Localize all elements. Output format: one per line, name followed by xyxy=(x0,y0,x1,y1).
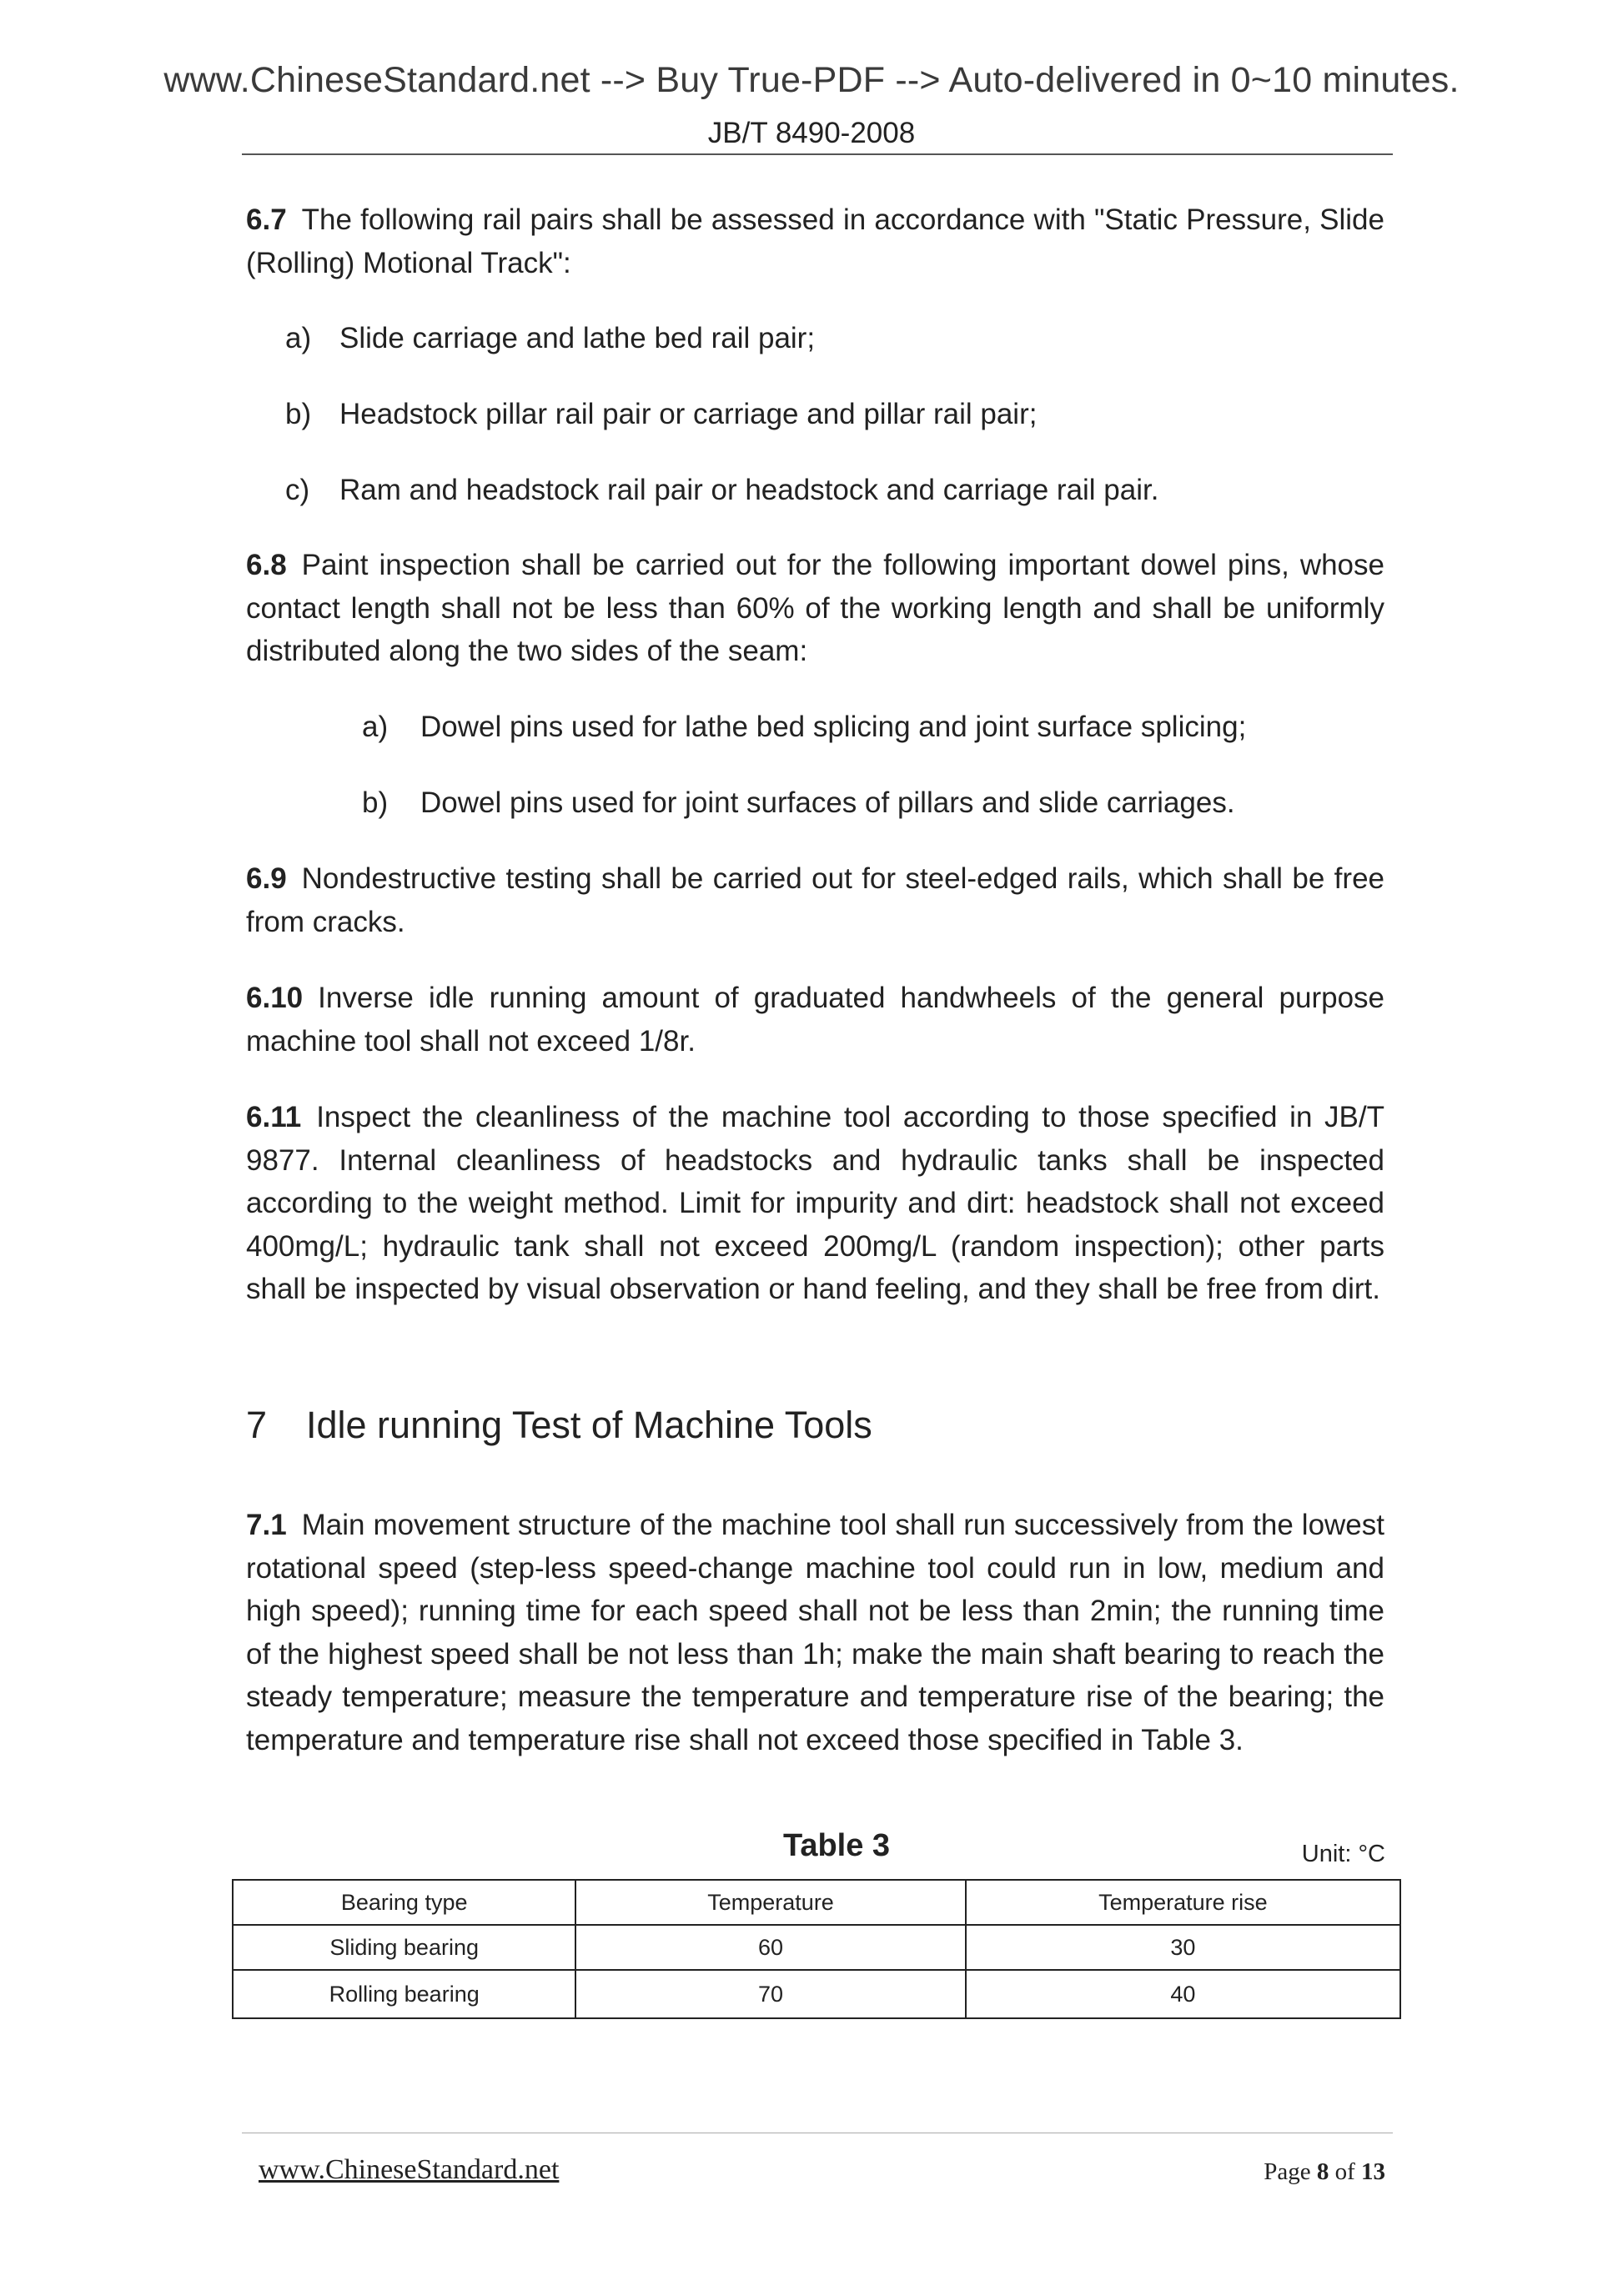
list-marker: a) xyxy=(362,711,389,743)
bearing-temperature-table xyxy=(232,1879,1401,2019)
footer-site-link[interactable]: www.ChineseStandard.net xyxy=(259,2154,560,2185)
table-unit: Unit: °C xyxy=(1301,1841,1385,1867)
clause-number: 6.9 xyxy=(246,862,287,895)
list-item-text: Slide carriage and lathe bed rail pair; xyxy=(339,322,816,354)
page-number xyxy=(1264,2158,1385,2186)
list-item xyxy=(362,706,1246,748)
clause-number: 6.8 xyxy=(246,549,287,581)
table-cell: 70 xyxy=(575,1970,965,2018)
clause-6-8 xyxy=(246,544,1384,673)
clause-text: Paint inspection shall be carried out for the following important dowel pins, whose contact length shall not be less than 60% of the working length and shall be uniformly distributed along the two sides of the seam: xyxy=(246,549,1384,667)
table-header-cell: Temperature rise xyxy=(966,1880,1400,1925)
clause-6-7 xyxy=(246,198,1384,284)
list-item xyxy=(362,781,1235,824)
clause-number: 6.10 xyxy=(246,982,304,1014)
clause-text: Main movement structure of the machine tool shall run successively from the lowest rotational speed (step-less speed-change machine tool could run in low, medium and high speed); running time for each speed shall not be less than 2min; the running time of the highest speed shall be not less than 1h; make the main shaft bearing to reach the steady temperature; measure the temperature and temperature rise of the bearing; the temperature and temperature rise shall not exceed those specified in Table 3. xyxy=(246,1509,1384,1756)
table-header-cell: Temperature xyxy=(575,1880,965,1925)
clause-text: The following rail pairs shall be assessed in accordance with "Static Pressure, Slide (Rolling) Motional Track": xyxy=(246,203,1384,279)
list-item-text: Ram and headstock rail pair or headstock and carriage rail pair. xyxy=(339,474,1159,506)
clause-6-9 xyxy=(246,857,1384,943)
document-number: JB/T 8490-2008 xyxy=(707,117,916,149)
clause-6-11 xyxy=(246,1096,1384,1311)
table-header-cell: Bearing type xyxy=(233,1880,575,1925)
table-caption: Table 3 xyxy=(782,1828,891,1863)
clause-number: 6.11 xyxy=(246,1101,302,1133)
clause-text: Inverse idle running amount of graduated handwheels of the general purpose machine tool shall not exceed 1/8r. xyxy=(246,982,1384,1058)
site-banner[interactable]: www.ChineseStandard.net --> Buy True-PDF --> Auto-delivered in 0~10 minutes. xyxy=(163,60,1460,100)
clause-number: 6.7 xyxy=(246,203,287,236)
list-marker: b) xyxy=(285,398,312,430)
page-total: 13 xyxy=(1361,2158,1385,2185)
list-item-text: Dowel pins used for lathe bed splicing and joint surface splicing; xyxy=(420,711,1247,743)
page-of: of xyxy=(1334,2158,1355,2185)
table-cell: 40 xyxy=(966,1970,1400,2018)
table-cell: 30 xyxy=(966,1925,1400,1970)
clause-number: 7.1 xyxy=(246,1509,287,1541)
section-title: Idle running Test of Machine Tools xyxy=(306,1404,872,1446)
clause-6-10 xyxy=(246,977,1384,1063)
section-number: 7 xyxy=(246,1404,268,1446)
section-heading xyxy=(246,1404,872,1447)
page-prefix: Page xyxy=(1264,2158,1311,2185)
list-marker: b) xyxy=(362,786,389,819)
list-item xyxy=(285,317,815,359)
page-current: 8 xyxy=(1316,2158,1329,2185)
table-row xyxy=(233,1925,1400,1970)
clause-7-1 xyxy=(246,1504,1384,1761)
list-marker: a) xyxy=(285,322,312,354)
list-marker: c) xyxy=(285,474,310,506)
table-header-row xyxy=(233,1880,1400,1925)
list-item xyxy=(285,469,1158,511)
table-cell: 60 xyxy=(575,1925,965,1970)
clause-text: Inspect the cleanliness of the machine tool according to those specified in JB/T 9877. Internal cleanliness of headstocks and hydraulic tanks shall be inspected according to the weight method. Limit for impurity and dirt: headstock shall not exceed 400mg/L; hydraulic tank shall not exceed 200mg/L (random inspection); other parts shall be inspected by visual observation or hand feeling, and they shall be free from dirt. xyxy=(246,1101,1384,1305)
table-cell: Sliding bearing xyxy=(233,1925,575,1970)
list-item xyxy=(285,393,1037,435)
list-item-text: Dowel pins used for joint surfaces of pillars and slide carriages. xyxy=(420,786,1235,819)
table-cell: Rolling bearing xyxy=(233,1970,575,2018)
clause-text: Nondestructive testing shall be carried out for steel-edged rails, which shall be free from cracks. xyxy=(246,862,1384,938)
header-divider xyxy=(242,153,1393,155)
list-item-text: Headstock pillar rail pair or carriage and pillar rail pair; xyxy=(339,398,1038,430)
table-row xyxy=(233,1970,1400,2018)
